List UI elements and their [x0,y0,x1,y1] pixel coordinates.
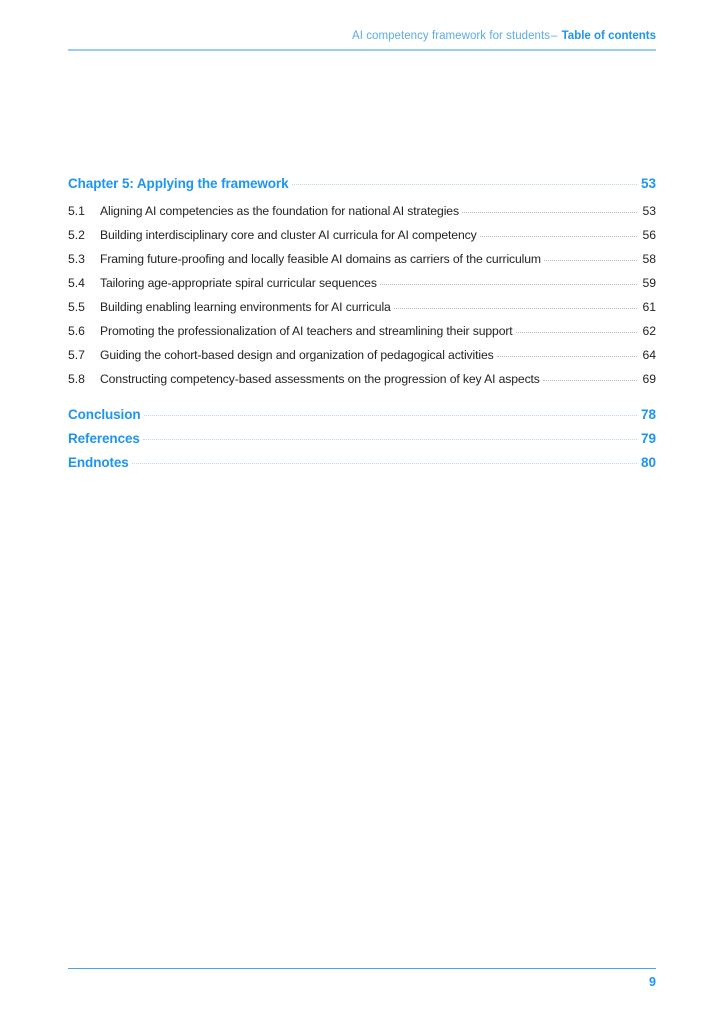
toc-entry-number: 5.5 [68,300,85,314]
dot-leader [544,251,637,263]
toc-backmatter-page: 78 [640,407,656,422]
header-separator: – [551,30,558,42]
toc-chapter-5-list [68,176,656,395]
toc-backmatter-label: References [68,431,140,446]
dot-leader [132,455,637,467]
toc-entry-label: Promoting the professionalization of AI teachers and streamlining their support [100,324,513,338]
dot-leader [543,371,637,383]
toc-entry-row[interactable] [68,347,656,371]
toc-entry-label: Building enabling learning environments for AI curricula [100,300,391,314]
dot-leader [480,227,637,239]
dot-leader [462,203,637,215]
toc-entry-number: 5.8 [68,372,85,386]
toc-backmatter-label: Conclusion [68,407,141,422]
toc-entry-label: Building interdisciplinary core and cluster AI curricula for AI competency [100,228,477,242]
toc-entry-row[interactable] [68,227,656,251]
toc-backmatter-list [68,407,656,479]
toc-entry-row[interactable] [68,251,656,275]
dot-leader [292,176,638,188]
toc-entry-page: 53 [642,204,656,218]
toc-entry-label: Guiding the cohort-based design and organization of pedagogical activities [100,348,494,362]
toc-entry-row[interactable] [68,371,656,395]
toc-entry-label: Tailoring age-appropriate spiral curricular sequences [100,276,377,290]
dot-leader [394,299,637,311]
dot-leader [144,407,638,419]
toc-entry-page: 56 [642,228,656,242]
footer-rule [68,968,656,969]
toc-entry-number: 5.1 [68,204,85,218]
toc-entry-number: 5.2 [68,228,85,242]
header-rule [68,49,656,51]
toc-entry-row[interactable] [68,323,656,347]
toc-backmatter-row[interactable] [68,431,656,455]
toc-entry-label: Aligning AI competencies as the foundation for national AI strategies [100,204,459,218]
toc-chapter-heading-page: 53 [640,176,656,191]
toc-entry-row[interactable] [68,275,656,299]
toc-entry-label: Constructing competency-based assessments on the progression of key AI aspects [100,372,540,386]
footer-page-number: 9 [649,975,656,989]
toc-entry-label: Framing future-proofing and locally feasible AI domains as carriers of the curriculum [100,252,541,266]
header-document-title: AI competency framework for students [352,30,551,42]
toc-backmatter-row[interactable] [68,455,656,479]
toc-entry-page: 64 [642,348,656,362]
header-section-title: Table of contents [561,30,656,42]
toc-entry-page: 69 [642,372,656,386]
toc-chapter-heading-label: Chapter 5: Applying the framework [68,176,289,191]
toc-entry-page: 62 [642,324,656,338]
toc-backmatter-row[interactable] [68,407,656,431]
toc-entry-page: 59 [642,276,656,290]
toc-chapter-heading-row[interactable] [68,176,656,201]
toc-entry-page: 61 [642,300,656,314]
toc-backmatter-label: Endnotes [68,455,129,470]
toc-entry-number: 5.7 [68,348,85,362]
toc-entry-row[interactable] [68,203,656,227]
dot-leader [143,431,637,443]
toc-entry-number: 5.6 [68,324,85,338]
toc-entry-row[interactable] [68,299,656,323]
toc-entry-number: 5.3 [68,252,85,266]
toc-backmatter-page: 79 [640,431,656,446]
toc-entry-page: 58 [642,252,656,266]
dot-leader [497,347,637,359]
dot-leader [380,275,637,287]
toc-entry-number: 5.4 [68,276,85,290]
toc-backmatter-page: 80 [640,455,656,470]
dot-leader [516,323,637,335]
running-header [68,29,656,43]
